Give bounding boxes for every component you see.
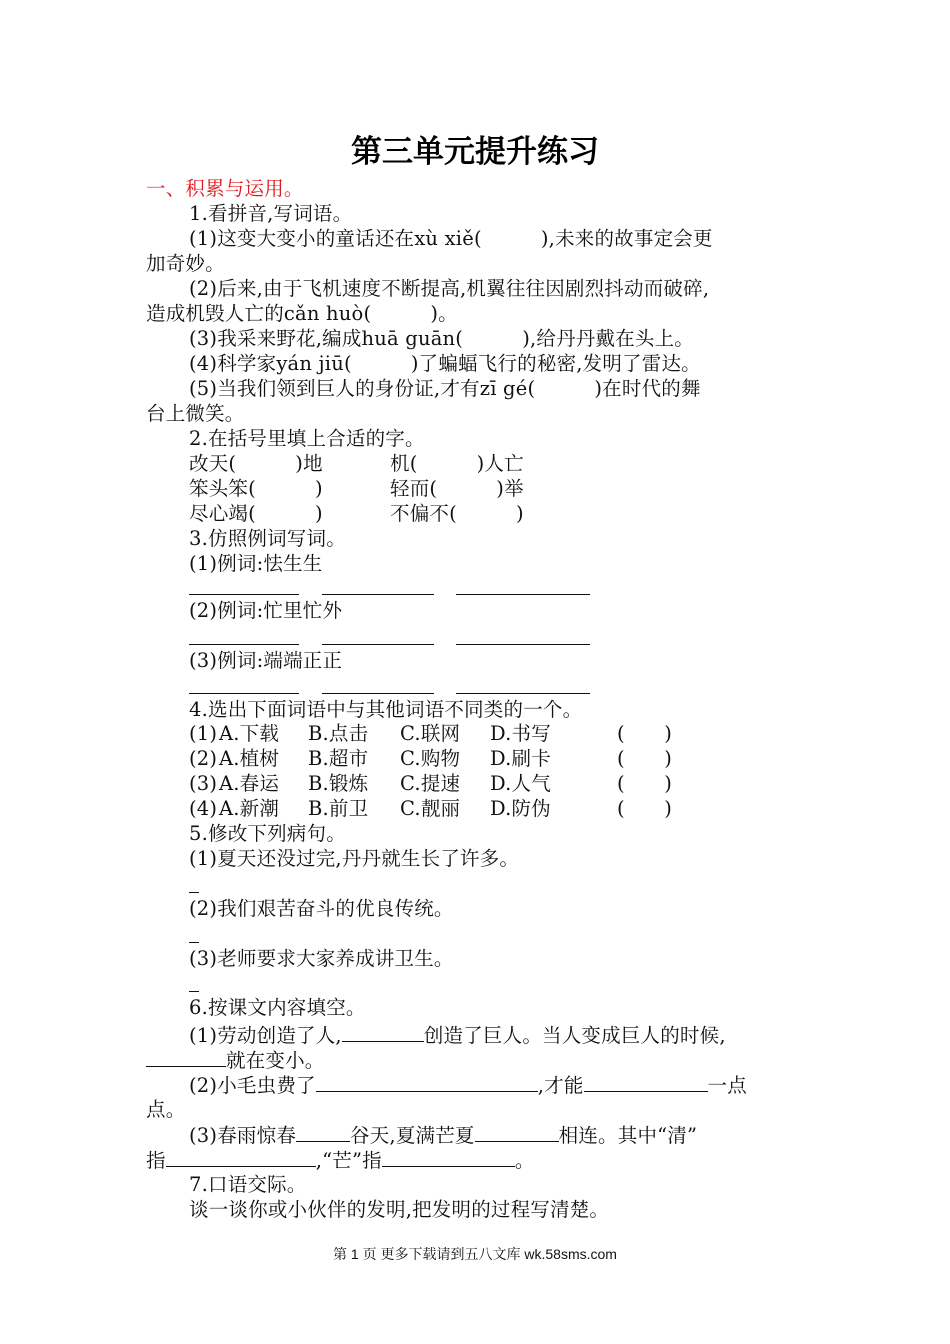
fill-blank[interactable] xyxy=(382,1147,515,1167)
fill-sentence-3-line-2 xyxy=(146,1147,535,1173)
q1-item-1-line-2: 加奇妙。 xyxy=(146,252,225,275)
fill-sentence-2-line-2: 点。 xyxy=(146,1098,186,1121)
answer-line[interactable] xyxy=(189,892,199,893)
q1-item-2-line-2: 造成机毁人亡的cǎn huò( )。 xyxy=(146,302,458,325)
question-7-heading: 7.口语交际。 xyxy=(189,1173,307,1196)
question-2-heading: 2.在括号里填上合适的字。 xyxy=(189,427,425,450)
choice-b: B.点击 xyxy=(308,722,369,745)
text-segment: 就在变小。 xyxy=(226,1049,325,1072)
choice-number: (2) xyxy=(189,747,218,770)
fill-sentence-3-line-1 xyxy=(189,1122,697,1148)
q1-item-5-line-2: 台上微笑。 xyxy=(146,402,245,425)
answer-parentheses[interactable]: ( ) xyxy=(617,772,673,795)
choice-number: (3) xyxy=(189,772,218,795)
idiom-item: 轻而( )举 xyxy=(390,477,524,500)
choice-a: A.下载 xyxy=(219,722,280,745)
text-segment: 指 xyxy=(146,1149,166,1172)
idiom-item: 改天( )地 xyxy=(189,452,323,475)
text-segment: 相连。其中“清” xyxy=(558,1124,698,1147)
answer-line[interactable] xyxy=(189,942,199,943)
answer-line[interactable] xyxy=(322,594,434,595)
choice-d: D.书写 xyxy=(490,722,551,745)
idiom-item: 不偏不( ) xyxy=(390,502,524,525)
faulty-sentence-1: (1)夏天还没过完,丹丹就生长了许多。 xyxy=(189,847,520,870)
question-1-heading: 1.看拼音,写词语。 xyxy=(189,202,353,225)
choice-c: C.靓丽 xyxy=(400,797,461,820)
text-segment: ,“芒”指 xyxy=(315,1149,382,1172)
choice-c: C.提速 xyxy=(400,772,461,795)
speaking-prompt: 谈一谈你或小伙伴的发明,把发明的过程写清楚。 xyxy=(189,1198,610,1221)
choice-d: D.防伪 xyxy=(490,797,551,820)
question-5-heading: 5.修改下列病句。 xyxy=(189,822,346,845)
faulty-sentence-2: (2)我们艰苦奋斗的优良传统。 xyxy=(189,897,454,920)
choice-a: A.春运 xyxy=(219,772,280,795)
fill-blank[interactable] xyxy=(296,1122,350,1142)
choice-d: D.人气 xyxy=(490,772,551,795)
fill-sentence-1-line-2 xyxy=(146,1047,325,1073)
fill-sentence-2-line-1 xyxy=(189,1072,747,1098)
q1-item-3: (3)我采来野花,编成huā guān( ),给丹丹戴在头上。 xyxy=(189,327,695,350)
answer-line[interactable] xyxy=(456,594,590,595)
fill-blank[interactable] xyxy=(584,1072,708,1092)
choice-a: A.植树 xyxy=(219,747,280,770)
text-segment: 一点 xyxy=(707,1074,747,1097)
answer-line[interactable] xyxy=(189,644,299,645)
text-segment: 谷天,夏满芒夏 xyxy=(350,1124,475,1147)
answer-parentheses[interactable]: ( ) xyxy=(617,797,673,820)
fill-blank[interactable] xyxy=(316,1072,538,1092)
idiom-item: 笨头笨( ) xyxy=(189,477,323,500)
q1-item-2-line-1: (2)后来,由于飞机速度不断提高,机翼往往因剧烈抖动而破碎, xyxy=(189,277,710,300)
idiom-item: 机( )人亡 xyxy=(390,452,524,475)
faulty-sentence-3: (3)老师要求大家养成讲卫生。 xyxy=(189,947,454,970)
idiom-item: 尽心竭( ) xyxy=(189,502,323,525)
choice-b: B.超市 xyxy=(308,747,369,770)
choice-number: (4) xyxy=(189,797,218,820)
q1-item-4: (4)科学家yán jiū( )了蝙蝠飞行的秘密,发明了雷达。 xyxy=(189,352,701,375)
example-word-1: (1)例词:怯生生 xyxy=(189,552,323,575)
page-title: 第三单元提升练习 xyxy=(351,134,599,170)
question-6-heading: 6.按课文内容填空。 xyxy=(189,996,366,1019)
choice-c: C.购物 xyxy=(400,747,461,770)
answer-parentheses[interactable]: ( ) xyxy=(617,722,673,745)
text-segment: 。 xyxy=(514,1149,535,1172)
example-word-2: (2)例词:忙里忙外 xyxy=(189,599,343,622)
choice-a: A.新潮 xyxy=(219,797,280,820)
answer-line[interactable] xyxy=(189,594,299,595)
text-segment: (1)劳动创造了人, xyxy=(189,1024,342,1047)
fill-blank[interactable] xyxy=(146,1047,226,1067)
choice-c: C.联网 xyxy=(400,722,461,745)
text-segment: ,才能 xyxy=(537,1074,584,1097)
text-segment: 创造了巨人。当人变成巨人的时候, xyxy=(423,1024,726,1047)
section-heading: 一、积累与运用。 xyxy=(146,177,304,200)
text-segment: (3)春雨惊春 xyxy=(189,1124,297,1147)
answer-line[interactable] xyxy=(322,644,434,645)
answer-line[interactable] xyxy=(322,693,434,694)
fill-blank[interactable] xyxy=(166,1147,316,1167)
text-segment: (2)小毛虫费了 xyxy=(189,1074,316,1097)
choice-number: (1) xyxy=(189,722,218,745)
choice-d: D.刷卡 xyxy=(490,747,551,770)
answer-line[interactable] xyxy=(189,991,199,992)
q1-item-1-line-1: (1)这变大变小的童话还在xù xiě( ),未来的故事定会更 xyxy=(189,227,713,250)
question-4-heading: 4.选出下面词语中与其他词语不同类的一个。 xyxy=(189,698,583,721)
answer-line[interactable] xyxy=(456,644,590,645)
q1-item-5-line-1: (5)当我们领到巨人的身份证,才有zī gé( )在时代的舞 xyxy=(189,377,701,400)
fill-blank[interactable] xyxy=(342,1022,424,1042)
choice-b: B.锻炼 xyxy=(308,772,369,795)
fill-blank[interactable] xyxy=(475,1122,559,1142)
choice-b: B.前卫 xyxy=(308,797,369,820)
page-footer: 第 1 页 更多下载请到五八文库 wk.58sms.com xyxy=(333,1246,617,1262)
fill-sentence-1-line-1 xyxy=(189,1022,726,1048)
answer-parentheses[interactable]: ( ) xyxy=(617,747,673,770)
question-3-heading: 3.仿照例词写词。 xyxy=(189,527,346,550)
answer-line[interactable] xyxy=(189,693,299,694)
example-word-3: (3)例词:端端正正 xyxy=(189,649,343,672)
answer-line[interactable] xyxy=(456,693,590,694)
